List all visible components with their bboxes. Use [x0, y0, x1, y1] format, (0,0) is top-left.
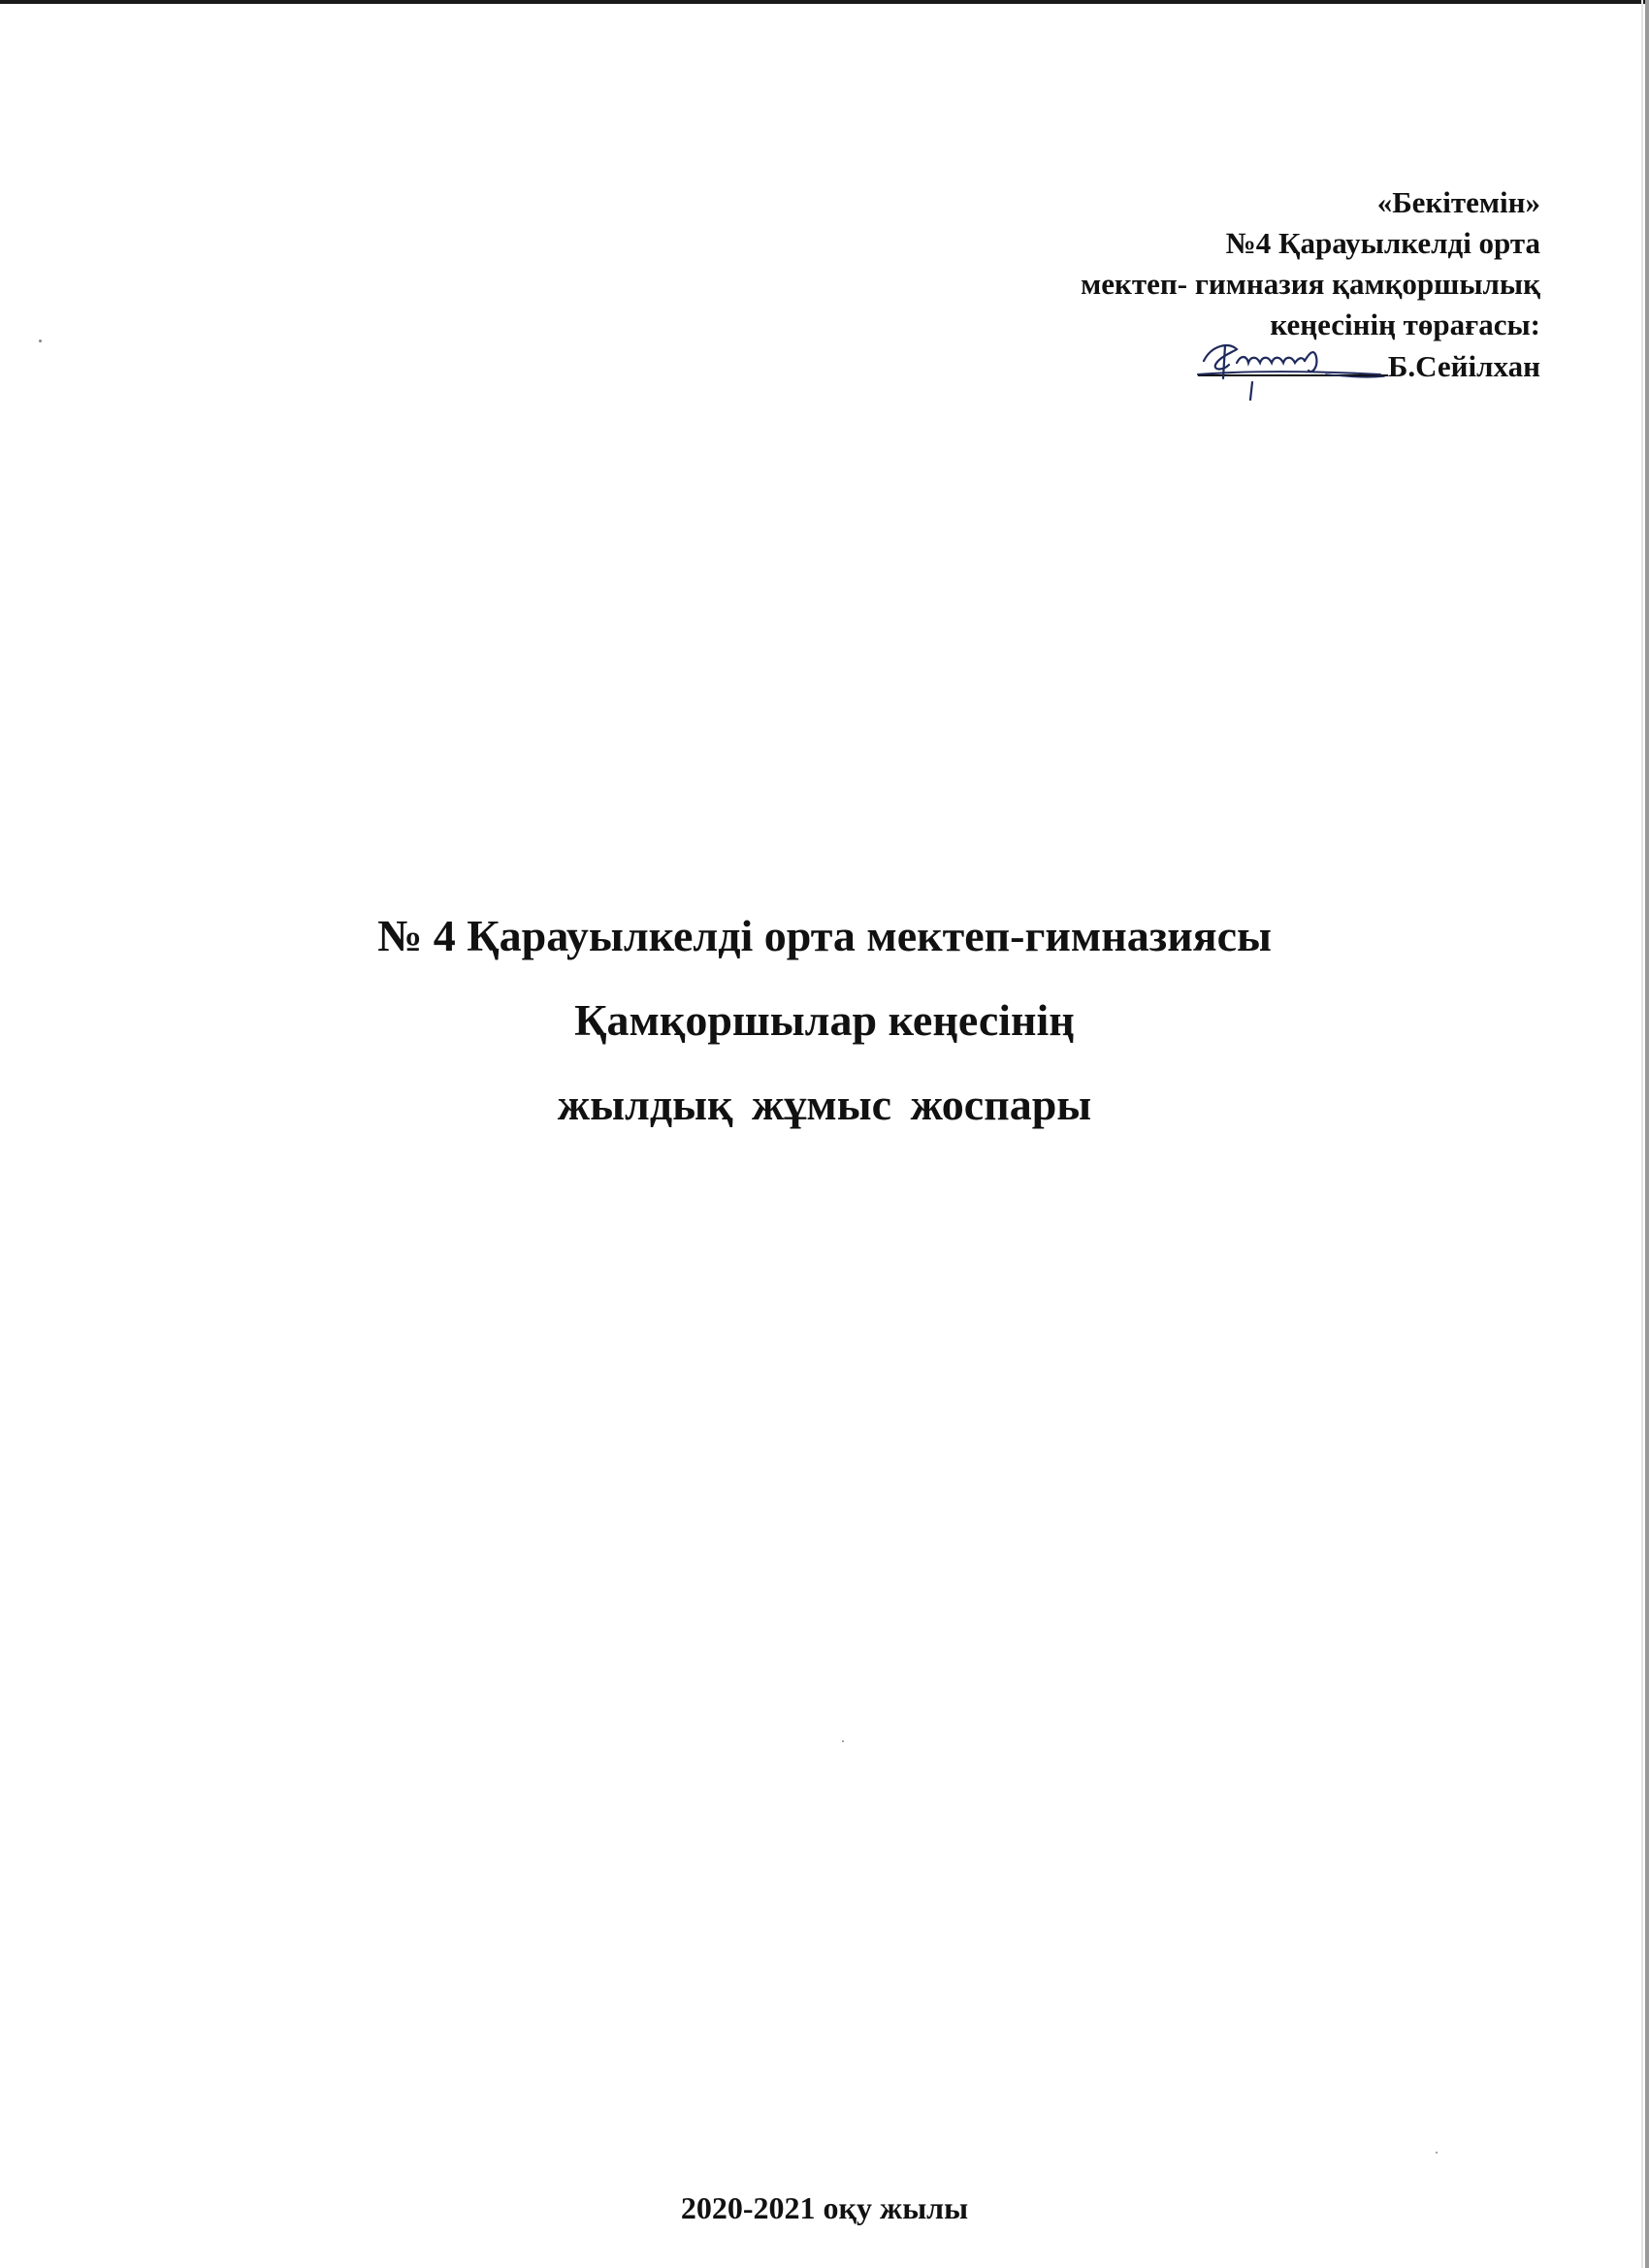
handwritten-signature-icon — [1190, 328, 1394, 405]
scan-edge-right-shadow — [1641, 0, 1643, 2268]
approval-position: кеңесінің төрағасы: — [1270, 308, 1540, 341]
scan-speck — [39, 340, 42, 342]
scan-edge-right — [1645, 0, 1649, 2268]
scan-speck — [1436, 2152, 1438, 2154]
approval-signature-line — [667, 345, 1540, 387]
approval-signatory: Б.Сейілхан — [1387, 349, 1540, 383]
approval-heading: «Бекітемін» — [1376, 185, 1540, 219]
approval-block — [667, 182, 1540, 387]
title-school-name: № 4 Қарауылкелді орта мектеп-гимназиясы — [377, 911, 1272, 960]
scan-edge-top — [0, 0, 1649, 4]
signature-field — [1198, 345, 1388, 387]
title-council: Қамқоршылар кеңесінің — [574, 995, 1075, 1045]
document-title — [0, 907, 1649, 1134]
academic-year: 2020-2021 оқу жылы — [680, 2190, 969, 2225]
approval-school: №4 Қарауылкелді орта — [1225, 226, 1540, 260]
approval-council: мектеп- гимназия қамқоршылық — [1081, 267, 1540, 301]
scan-speck — [842, 1740, 844, 1742]
title-plan: жылдық жұмыс жоспары — [557, 1080, 1092, 1129]
